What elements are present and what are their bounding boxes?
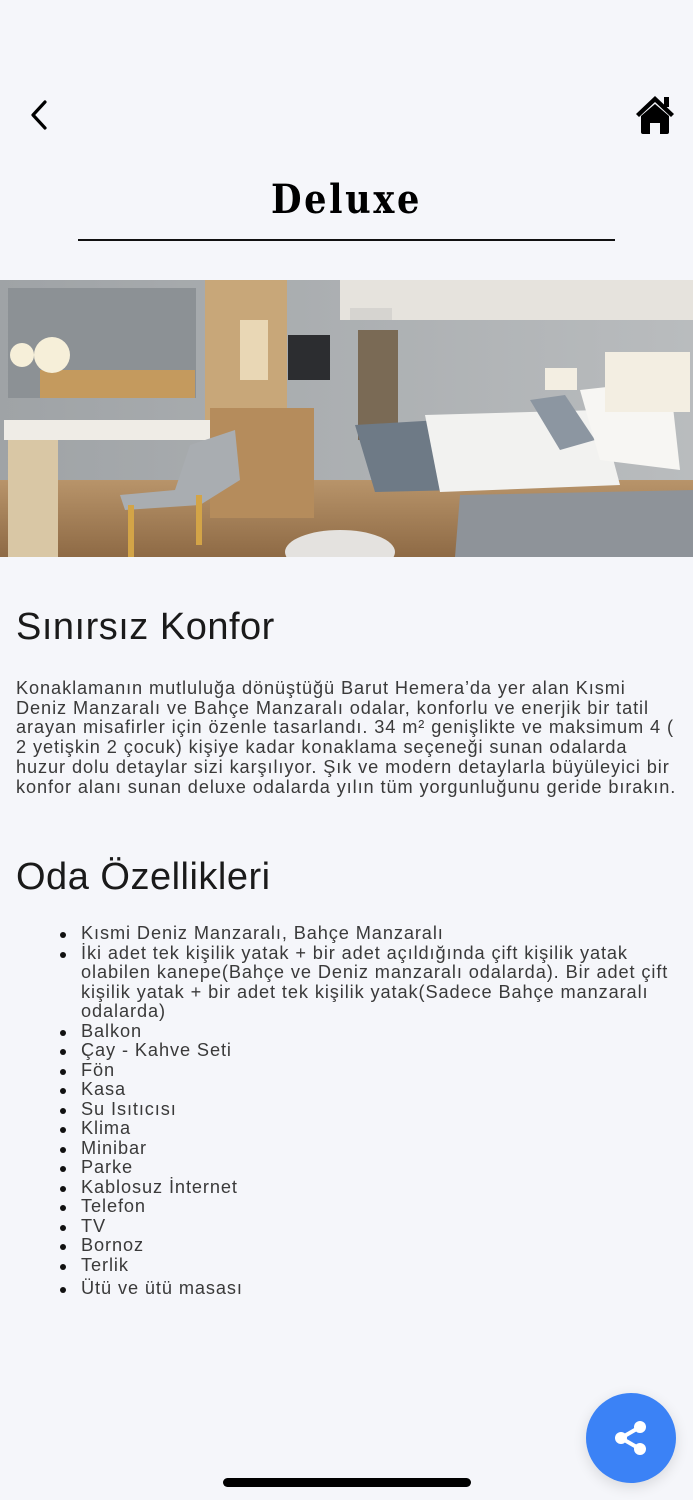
features-list bbox=[0, 924, 693, 1299]
room-photo bbox=[0, 280, 693, 557]
feature-item: İki adet tek kişilik yatak + bir adet açıldığında çift kişilik yatak olabilen kanepe(Bahçe ve Deniz manzaralı odalarda). Bir adet çift kişilik yatak + bir adet tek kişilik yatak(Sadece Bahçe manzaralı odalarda) bbox=[81, 944, 693, 1022]
feature-item: Bornoz bbox=[81, 1236, 693, 1256]
feature-item: Parke bbox=[81, 1158, 693, 1178]
chevron-left-icon bbox=[29, 99, 49, 131]
feature-item: Balkon bbox=[81, 1022, 693, 1042]
feature-item: Kasa bbox=[81, 1080, 693, 1100]
intro-paragraph: Konaklamanın mutluluğa dönüştüğü Barut Hemera’da yer alan Kısmi Deniz Manzaralı ve Bahçe Manzaralı odalar, konforlu ve enerjik bir tatil arayan misafirler için özenle tasarlandı. 34 m² genişlikte ve maksimum 4 ( 2 yetişkin 2 çocuk) kişiye kadar konaklama seçeneği sunan odalarda huzur dolu detaylar sizi karşılıyor. Şık ve modern detaylarla büyüleyici bir konfor alanı sunan deluxe odalarda yılın tüm yorgunluğunu geride bırakın. bbox=[16, 678, 677, 797]
features-heading: Oda Özellikleri bbox=[16, 856, 271, 898]
share-icon bbox=[611, 1418, 651, 1458]
top-bar bbox=[0, 90, 693, 140]
title-divider bbox=[78, 239, 615, 241]
home-indicator bbox=[223, 1478, 471, 1487]
home-icon bbox=[633, 92, 677, 136]
feature-item: TV bbox=[81, 1217, 693, 1237]
feature-item: Su Isıtıcısı bbox=[81, 1100, 693, 1120]
share-button[interactable] bbox=[586, 1393, 676, 1483]
feature-item: Klima bbox=[81, 1119, 693, 1139]
feature-item: Fön bbox=[81, 1061, 693, 1081]
back-button[interactable] bbox=[22, 96, 56, 134]
feature-item: Terlik bbox=[81, 1256, 693, 1276]
intro-heading: Sınırsız Konfor bbox=[16, 606, 275, 648]
feature-item: Telefon bbox=[81, 1197, 693, 1217]
home-button[interactable] bbox=[633, 92, 677, 136]
feature-item: Minibar bbox=[81, 1139, 693, 1159]
feature-item: Kablosuz İnternet bbox=[81, 1178, 693, 1198]
room-hero-image bbox=[0, 280, 693, 557]
feature-item: Ütü ve ütü masası bbox=[81, 1279, 693, 1299]
page-title: Deluxe bbox=[270, 176, 423, 223]
feature-item: Kısmi Deniz Manzaralı, Bahçe Manzaralı bbox=[81, 924, 693, 944]
feature-item: Çay - Kahve Seti bbox=[81, 1041, 693, 1061]
